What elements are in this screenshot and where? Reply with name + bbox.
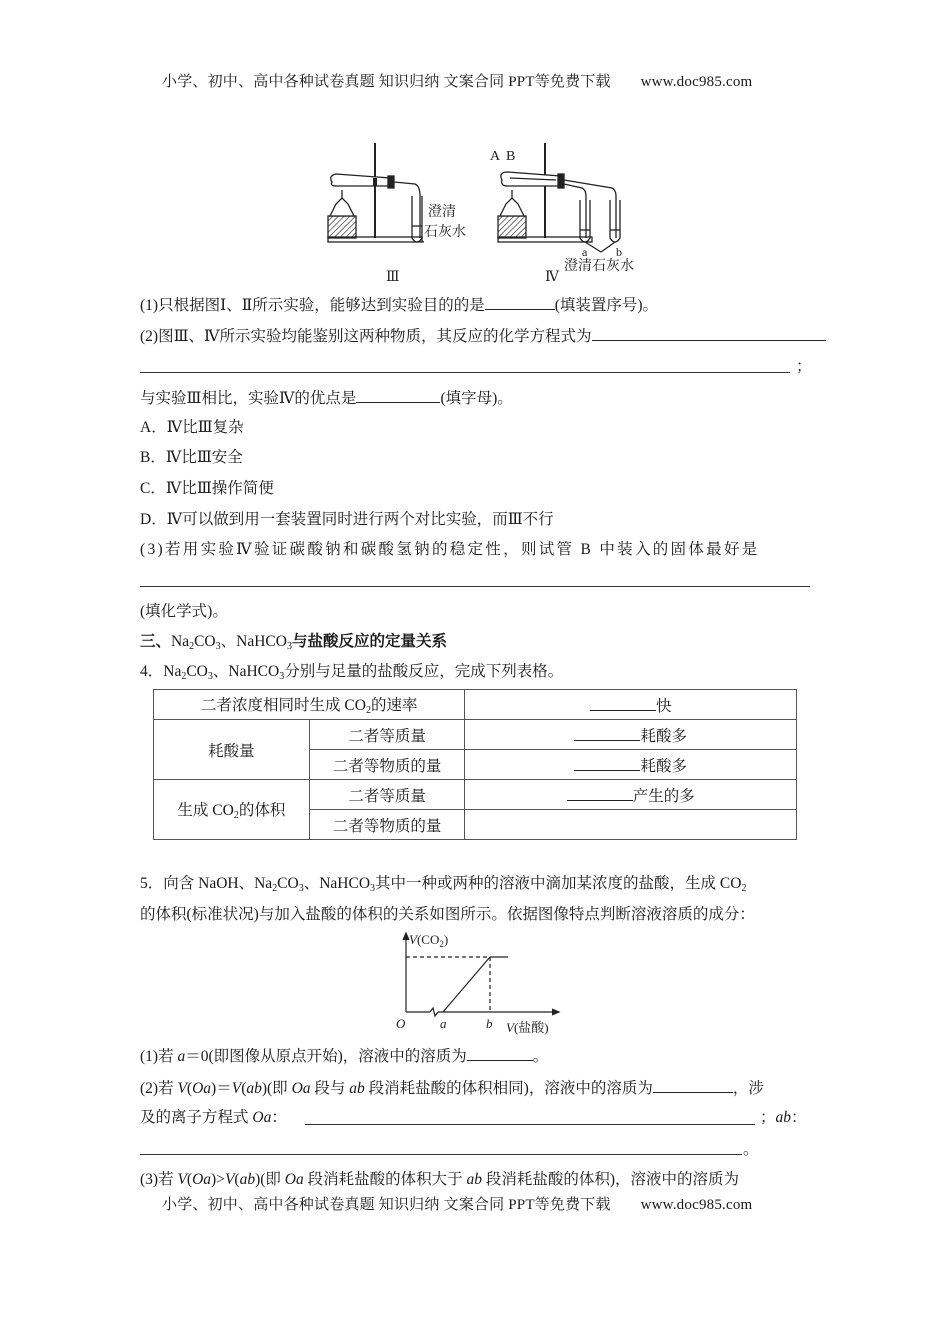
q3-part2-text: (2)图Ⅲ、Ⅳ所示实验均能鉴别这两种物质，其反应的化学方程式为 [140,328,592,345]
fig3-label: Ⅲ [386,270,400,285]
answer-line-ab[interactable] [140,1154,742,1155]
answer-cell[interactable] [465,810,797,840]
colon: ： [271,1109,287,1126]
answer-blank[interactable] [485,295,555,310]
part-text: )> [211,1171,225,1188]
section-heading [140,632,447,657]
co2-volume-graph [390,930,570,1035]
header-link[interactable]: www.doc985.com [640,74,753,90]
answer-blank[interactable] [653,1078,733,1093]
formula-part: CO [194,633,216,650]
part-text: )＝ [211,1080,232,1097]
var: Oa [252,1109,272,1126]
var: ab [775,1109,792,1126]
var: ab [349,1080,365,1097]
q3-part2 [140,326,826,347]
answer-blank[interactable] [574,726,640,741]
q3-part2b-text: 与实验Ⅲ相比，实验Ⅳ的优点是 [140,390,357,407]
answer-blank[interactable] [574,756,640,771]
semicolon: ； [760,1109,776,1126]
option-text: Ⅳ比Ⅲ安全 [165,449,243,466]
part-text: ，涉 [732,1080,764,1097]
answer-cell[interactable] [465,720,797,750]
apparatus-iii [328,143,424,242]
answer-line[interactable] [140,586,810,587]
part-text: (1)若 [140,1048,178,1065]
var: Oa [192,1171,212,1188]
tick-a-label: a [440,1016,447,1031]
part-text: 段消耗盐酸的体积)，溶液中的溶质为 [482,1171,740,1188]
q5-part2-line1 [140,1078,764,1099]
q5-stem-line2: 的体积(标准状况)与加入盐酸的体积的关系如图所示。依据图像特点判断溶液溶质的成分： [140,906,755,923]
fig3-reagent-1: 澄清 [428,205,456,220]
cell-label: 的速率 [370,697,418,714]
option-b[interactable] [140,448,243,468]
table-cell: 二者等质量 [309,720,465,750]
var: V [231,1080,242,1097]
formula-part: CO [186,663,208,680]
fig3-reagent-2: 石灰水 [424,225,466,240]
colon: ： [791,1109,807,1126]
period: 。 [743,1141,759,1158]
formula-part: CO [277,875,299,892]
page-footer [162,1193,752,1214]
fig4-beaker-a: a [582,245,588,259]
cell-text: 耗酸多 [640,727,687,745]
section-title: 与盐酸反应的定量关系 [291,633,447,650]
subscript: 3 [370,883,376,894]
question-text: 分别与足量的盐酸反应，完成下列表格。 [284,663,564,680]
subscript: 2 [233,810,239,821]
var: ab [239,1171,256,1188]
table-row [154,720,797,750]
semicolon: ； [796,358,812,375]
subscript: 3 [286,641,292,652]
table-row [154,780,797,810]
fig4-reagent: 澄清石灰水 [564,259,634,274]
var: V [224,1171,235,1188]
var: V [177,1171,187,1188]
paren: ( [241,1080,247,1097]
rising-line [443,957,490,1012]
q5-part1 [140,1046,548,1067]
fig4-beaker-b: b [616,245,622,259]
page-header [162,70,752,91]
answer-blank[interactable] [567,786,633,801]
q3-part1 [140,295,658,316]
table-cell [154,780,310,840]
var: Oa [291,1080,311,1097]
option-text: Ⅳ比Ⅲ操作简便 [165,480,274,497]
formula-part: 、NaHCO [303,875,371,892]
apparatus-figure [320,138,650,286]
part-text: )(即 [255,1171,285,1188]
table-cell [154,690,465,720]
q3-part2b [140,388,513,409]
answer-blank[interactable] [356,388,440,403]
origin-label: O [396,1016,406,1031]
part-text: ＝0(即图像从原点开始)，溶液中的溶质为 [185,1048,467,1065]
var: Oa [192,1080,212,1097]
tick-b-label: b [486,1016,493,1031]
table-cell: 耗酸量 [154,720,310,780]
q3-part3-suffix: (填化学式)。 [140,603,228,620]
q3-part2b-suffix: (填字母)。 [440,390,513,407]
header-text: 小学、初中、高中各种试卷真题 知识归纳 文案合同 PPT等免费下载 [162,74,611,90]
subscript: 2 [741,883,747,894]
option-d[interactable] [140,510,554,530]
footer-text: 小学、初中、高中各种试卷真题 知识归纳 文案合同 PPT等免费下载 [162,1197,611,1213]
subscript: 2 [272,883,278,894]
answer-line-oa[interactable] [305,1124,755,1125]
paren: ( [234,1171,240,1188]
answer-blank[interactable] [467,1046,533,1061]
subscript: 2 [189,641,195,652]
answer-blank[interactable] [590,696,656,711]
option-c[interactable] [140,479,274,499]
part-text: 段与 [310,1080,350,1097]
subscript: 2 [181,671,187,682]
q3-part1-suffix: (填装置序号)。 [554,297,659,314]
paren: ( [186,1171,193,1188]
subscript: 3 [279,671,285,682]
question-text: 5．向含 NaOH、Na [140,875,273,892]
answer-cell[interactable] [465,780,797,810]
subscript: 3 [215,641,221,652]
option-key: C． [140,480,166,497]
question-text: 其中一种或两种的溶液中滴加某浓度的盐酸，生成 CO [375,875,742,892]
section-number: 三、 [140,633,172,650]
question-number: 4． [140,663,164,680]
option-key: D． [140,511,167,528]
formula-part: Na [171,633,190,650]
part-text: )(即 [261,1080,292,1097]
var-a: a [177,1048,186,1065]
fig4-label: Ⅳ [545,270,559,285]
formula-part: Na [163,663,182,680]
part-text: 段消耗盐酸的体积相同)，溶液中的溶质为 [364,1080,653,1097]
cell-text: 快 [655,697,672,715]
q5-stem-line1 [140,874,746,899]
table-row [154,690,797,720]
paren: ( [186,1080,193,1097]
formula-part: 、NaHCO [212,663,280,680]
var: Oa [284,1171,304,1188]
cell-text: 产生的多 [632,787,695,805]
fig4-tube-b: B [506,149,516,164]
option-key: A． [140,419,167,436]
x-axis-arrow-icon [552,1009,559,1015]
period: 。 [532,1048,549,1065]
q5-part2-line2-label [140,1108,287,1128]
subscript: 3 [298,883,304,894]
formula-part: 、NaHCO [220,633,287,650]
cell-label: 生成 CO [177,802,234,819]
part-text: 及的离子方程式 [140,1109,253,1126]
option-text: Ⅳ可以做到用一套装置同时进行两个对比实验，而Ⅲ不行 [166,511,554,528]
fig4-tube-a: A [490,149,501,164]
table-cell: 二者等质量 [309,780,465,810]
option-a[interactable] [140,418,244,438]
table-cell: 二者等物质的量 [309,750,465,780]
part-text: (3)若 [140,1171,178,1188]
q5-part3 [140,1170,739,1190]
cell-label: 的体积 [238,802,286,819]
answer-blank[interactable] [592,326,826,341]
table-cell: 二者等物质的量 [309,810,465,840]
q3-part3: (3)若用实验Ⅳ验证碳酸钠和碳酸氢钠的稳定性，则试管 B 中装入的固体最好是 [140,541,760,558]
answer-line[interactable] [140,372,790,373]
var: V [177,1080,187,1097]
x-axis-label: V(盐酸) [506,1020,549,1035]
var: ab [246,1080,262,1097]
option-text: Ⅳ比Ⅲ复杂 [166,419,244,436]
answer-cell[interactable] [465,750,797,780]
apparatus-iv [498,143,620,252]
footer-link[interactable]: www.doc985.com [640,1197,753,1213]
q3-part1-text: (1)只根据图Ⅰ、Ⅱ所示实验，能够达到实验目的的是 [140,297,485,314]
cell-text: 耗酸多 [640,757,687,775]
part-text: 段消耗盐酸的体积大于 [303,1171,467,1188]
cell-label: 二者浓度相同时生成 CO [201,697,366,714]
q4-stem [140,662,563,687]
subscript: 3 [207,671,213,682]
y-axis-label: $V(CO_2)$ [409,932,449,949]
answer-cell[interactable] [465,690,797,720]
subscript: 2 [365,705,371,716]
q5-part2-line2-ab [760,1108,807,1128]
option-key: B． [140,449,166,466]
part-text: (2)若 [140,1080,178,1097]
var: ab [466,1171,483,1188]
q4-table [153,689,797,840]
